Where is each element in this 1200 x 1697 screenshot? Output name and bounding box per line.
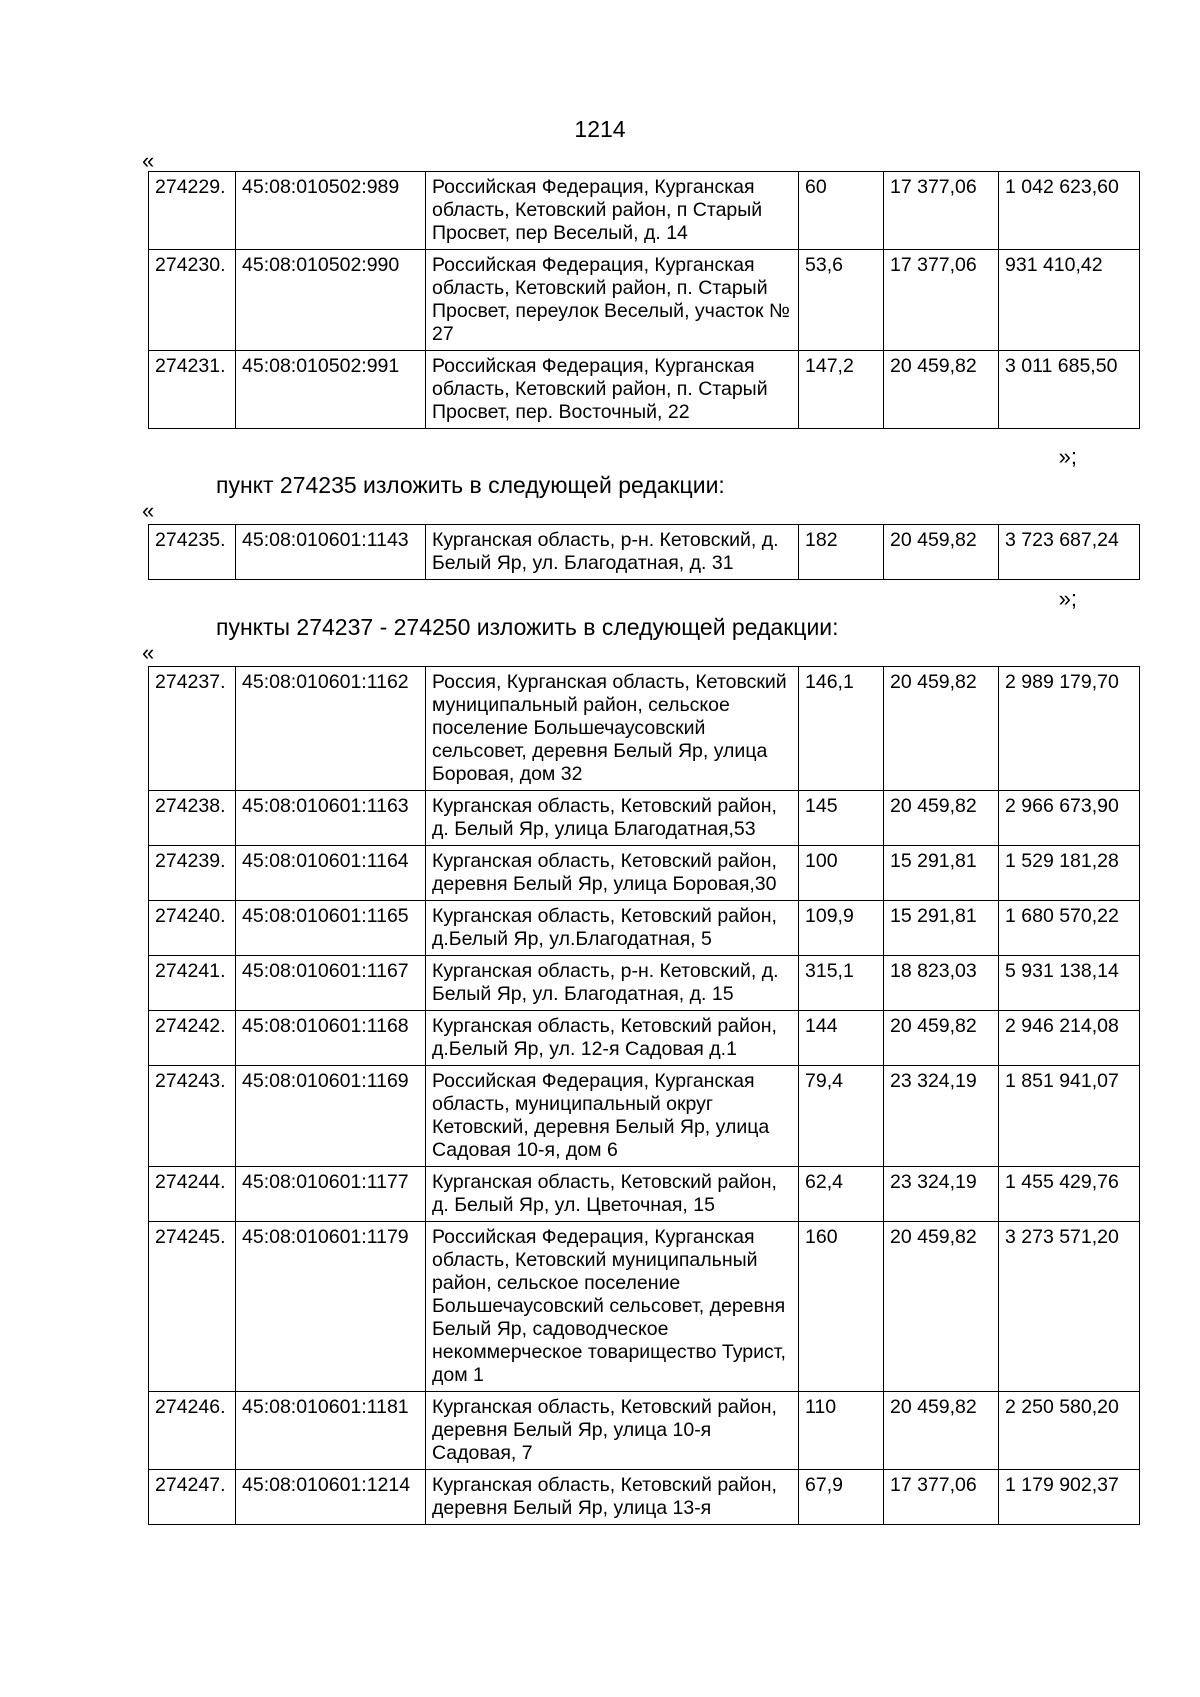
- cadastral-rate-cell: 17 377,06: [884, 250, 999, 351]
- cadastral-value-cell: 2 250 580,20: [999, 1392, 1140, 1470]
- address-cell: Курганская область, Кетовский район, деревня Белый Яр, улица Боровая,30: [426, 846, 799, 901]
- closing-quote: »;: [1058, 444, 1077, 469]
- address-cell: Курганская область, Кетовский район, д.Белый Яр, ул. 12-я Садовая д.1: [426, 1011, 799, 1066]
- cadastral-value-cell: 5 931 138,14: [999, 956, 1140, 1011]
- cadastral-rate-cell: 20 459,82: [884, 351, 999, 429]
- cadastral-number-cell: 45:08:010601:1165: [236, 901, 426, 956]
- address-cell: Курганская область, р-н. Кетовский, д. Белый Яр, ул. Благодатная, д. 31: [426, 525, 799, 580]
- area-cell: 315,1: [799, 956, 884, 1011]
- cadastral-rate-cell: 23 324,19: [884, 1066, 999, 1167]
- cadastral-value-cell: 1 042 623,60: [999, 172, 1140, 250]
- cadastral-number-cell: 45:08:010601:1164: [236, 846, 426, 901]
- address-cell: Российская Федерация, Курганская область, муниципальный округ Кетовский, деревня Белый Яр, улица Садовая 10-я, дом 6: [426, 1066, 799, 1167]
- area-cell: 60: [799, 172, 884, 250]
- area-cell: 100: [799, 846, 884, 901]
- area-cell: 147,2: [799, 351, 884, 429]
- cadastral-number-cell: 45:08:010601:1163: [236, 791, 426, 846]
- address-cell: Россия, Курганская область, Кетовский муниципальный район, сельское поселение Большечаусовский сельсовет, деревня Белый Яр, улица Боровая, дом 32: [426, 667, 799, 791]
- cadastral-rate-cell: 20 459,82: [884, 1011, 999, 1066]
- cadastral-rate-cell: 17 377,06: [884, 172, 999, 250]
- area-cell: 109,9: [799, 901, 884, 956]
- table-row: [149, 1011, 1140, 1066]
- table-row: [149, 172, 1140, 250]
- amendment-instruction: пункт 274235 изложить в следующей редакции:: [216, 472, 725, 498]
- address-cell: Российская Федерация, Курганская область, Кетовский район, п. Старый Просвет, пер. Восточный, 22: [426, 351, 799, 429]
- property-table: [148, 524, 1140, 580]
- row-number-cell: 274246.: [149, 1392, 236, 1470]
- cadastral-rate-cell: 20 459,82: [884, 1392, 999, 1470]
- cadastral-number-cell: 45:08:010601:1181: [236, 1392, 426, 1470]
- area-cell: 110: [799, 1392, 884, 1470]
- address-cell: Курганская область, Кетовский район, деревня Белый Яр, улица 13-я: [426, 1470, 799, 1525]
- row-number-cell: 274240.: [149, 901, 236, 956]
- cadastral-value-cell: 2 989 179,70: [999, 667, 1140, 791]
- row-number-cell: 274239.: [149, 846, 236, 901]
- area-cell: 182: [799, 525, 884, 580]
- cadastral-rate-cell: 15 291,81: [884, 901, 999, 956]
- table-row: [149, 351, 1140, 429]
- cadastral-value-cell: 3 723 687,24: [999, 525, 1140, 580]
- table-row: [149, 901, 1140, 956]
- opening-quote: «: [142, 640, 155, 665]
- row-number-cell: 274237.: [149, 667, 236, 791]
- table-row: [149, 846, 1140, 901]
- amendment-instruction: пункты 274237 - 274250 изложить в следующей редакции:: [216, 614, 839, 640]
- cadastral-rate-cell: 20 459,82: [884, 667, 999, 791]
- cadastral-rate-cell: 20 459,82: [884, 791, 999, 846]
- cadastral-value-cell: 1 851 941,07: [999, 1066, 1140, 1167]
- cadastral-value-cell: 1 455 429,76: [999, 1167, 1140, 1222]
- table-row: [149, 1470, 1140, 1525]
- row-number-cell: 274231.: [149, 351, 236, 429]
- cadastral-number-cell: 45:08:010601:1214: [236, 1470, 426, 1525]
- page-number: 1214: [574, 116, 626, 142]
- address-cell: Курганская область, р-н. Кетовский, д. Белый Яр, ул. Благодатная, д. 15: [426, 956, 799, 1011]
- cadastral-rate-cell: 20 459,82: [884, 525, 999, 580]
- cadastral-value-cell: 1 680 570,22: [999, 901, 1140, 956]
- row-number-cell: 274242.: [149, 1011, 236, 1066]
- table-row: [149, 250, 1140, 351]
- cadastral-rate-cell: 15 291,81: [884, 846, 999, 901]
- area-cell: 144: [799, 1011, 884, 1066]
- cadastral-number-cell: 45:08:010601:1169: [236, 1066, 426, 1167]
- row-number-cell: 274229.: [149, 172, 236, 250]
- row-number-cell: 274235.: [149, 525, 236, 580]
- row-number-cell: 274241.: [149, 956, 236, 1011]
- table-row: [149, 1066, 1140, 1167]
- cadastral-number-cell: 45:08:010601:1168: [236, 1011, 426, 1066]
- cadastral-rate-cell: 17 377,06: [884, 1470, 999, 1525]
- cadastral-number-cell: 45:08:010601:1179: [236, 1222, 426, 1392]
- address-cell: Курганская область, Кетовский район, д. Белый Яр, ул. Цветочная, 15: [426, 1167, 799, 1222]
- cadastral-number-cell: 45:08:010502:991: [236, 351, 426, 429]
- cadastral-rate-cell: 20 459,82: [884, 1222, 999, 1392]
- cadastral-value-cell: 931 410,42: [999, 250, 1140, 351]
- address-cell: Российская Федерация, Курганская область, Кетовский муниципальный район, сельское поселение Большечаусовский сельсовет, деревня Белый Яр, садоводческое некоммерческое товарищество Турист, дом 1: [426, 1222, 799, 1392]
- cadastral-number-cell: 45:08:010601:1162: [236, 667, 426, 791]
- area-cell: 79,4: [799, 1066, 884, 1167]
- address-cell: Курганская область, Кетовский район, деревня Белый Яр, улица 10-я Садовая, 7: [426, 1392, 799, 1470]
- table-row: [149, 525, 1140, 580]
- row-number-cell: 274245.: [149, 1222, 236, 1392]
- table-row: [149, 667, 1140, 791]
- area-cell: 62,4: [799, 1167, 884, 1222]
- area-cell: 146,1: [799, 667, 884, 791]
- row-number-cell: 274244.: [149, 1167, 236, 1222]
- address-cell: Курганская область, Кетовский район, д.Белый Яр, ул.Благодатная, 5: [426, 901, 799, 956]
- cadastral-number-cell: 45:08:010601:1167: [236, 956, 426, 1011]
- table-row: [149, 1222, 1140, 1392]
- cadastral-value-cell: 1 529 181,28: [999, 846, 1140, 901]
- property-table: [148, 171, 1140, 429]
- address-cell: Курганская область, Кетовский район, д. Белый Яр, улица Благодатная,53: [426, 791, 799, 846]
- cadastral-value-cell: 3 273 571,20: [999, 1222, 1140, 1392]
- cadastral-number-cell: 45:08:010502:989: [236, 172, 426, 250]
- table-row: [149, 1167, 1140, 1222]
- cadastral-rate-cell: 18 823,03: [884, 956, 999, 1011]
- table-row: [149, 791, 1140, 846]
- closing-quote: »;: [1058, 586, 1077, 611]
- row-number-cell: 274243.: [149, 1066, 236, 1167]
- property-table: [148, 666, 1140, 1525]
- address-cell: Российская Федерация, Курганская область, Кетовский район, п. Старый Просвет, переулок Веселый, участок № 27: [426, 250, 799, 351]
- cadastral-value-cell: 2 946 214,08: [999, 1011, 1140, 1066]
- cadastral-number-cell: 45:08:010502:990: [236, 250, 426, 351]
- row-number-cell: 274238.: [149, 791, 236, 846]
- cadastral-value-cell: 1 179 902,37: [999, 1470, 1140, 1525]
- opening-quote: «: [142, 148, 155, 173]
- cadastral-value-cell: 2 966 673,90: [999, 791, 1140, 846]
- address-cell: Российская Федерация, Курганская область, Кетовский район, п Старый Просвет, пер Веселый, д. 14: [426, 172, 799, 250]
- cadastral-value-cell: 3 011 685,50: [999, 351, 1140, 429]
- area-cell: 145: [799, 791, 884, 846]
- row-number-cell: 274230.: [149, 250, 236, 351]
- area-cell: 160: [799, 1222, 884, 1392]
- table-row: [149, 956, 1140, 1011]
- table-row: [149, 1392, 1140, 1470]
- cadastral-rate-cell: 23 324,19: [884, 1167, 999, 1222]
- opening-quote: «: [142, 498, 155, 523]
- area-cell: 67,9: [799, 1470, 884, 1525]
- area-cell: 53,6: [799, 250, 884, 351]
- row-number-cell: 274247.: [149, 1470, 236, 1525]
- cadastral-number-cell: 45:08:010601:1143: [236, 525, 426, 580]
- cadastral-number-cell: 45:08:010601:1177: [236, 1167, 426, 1222]
